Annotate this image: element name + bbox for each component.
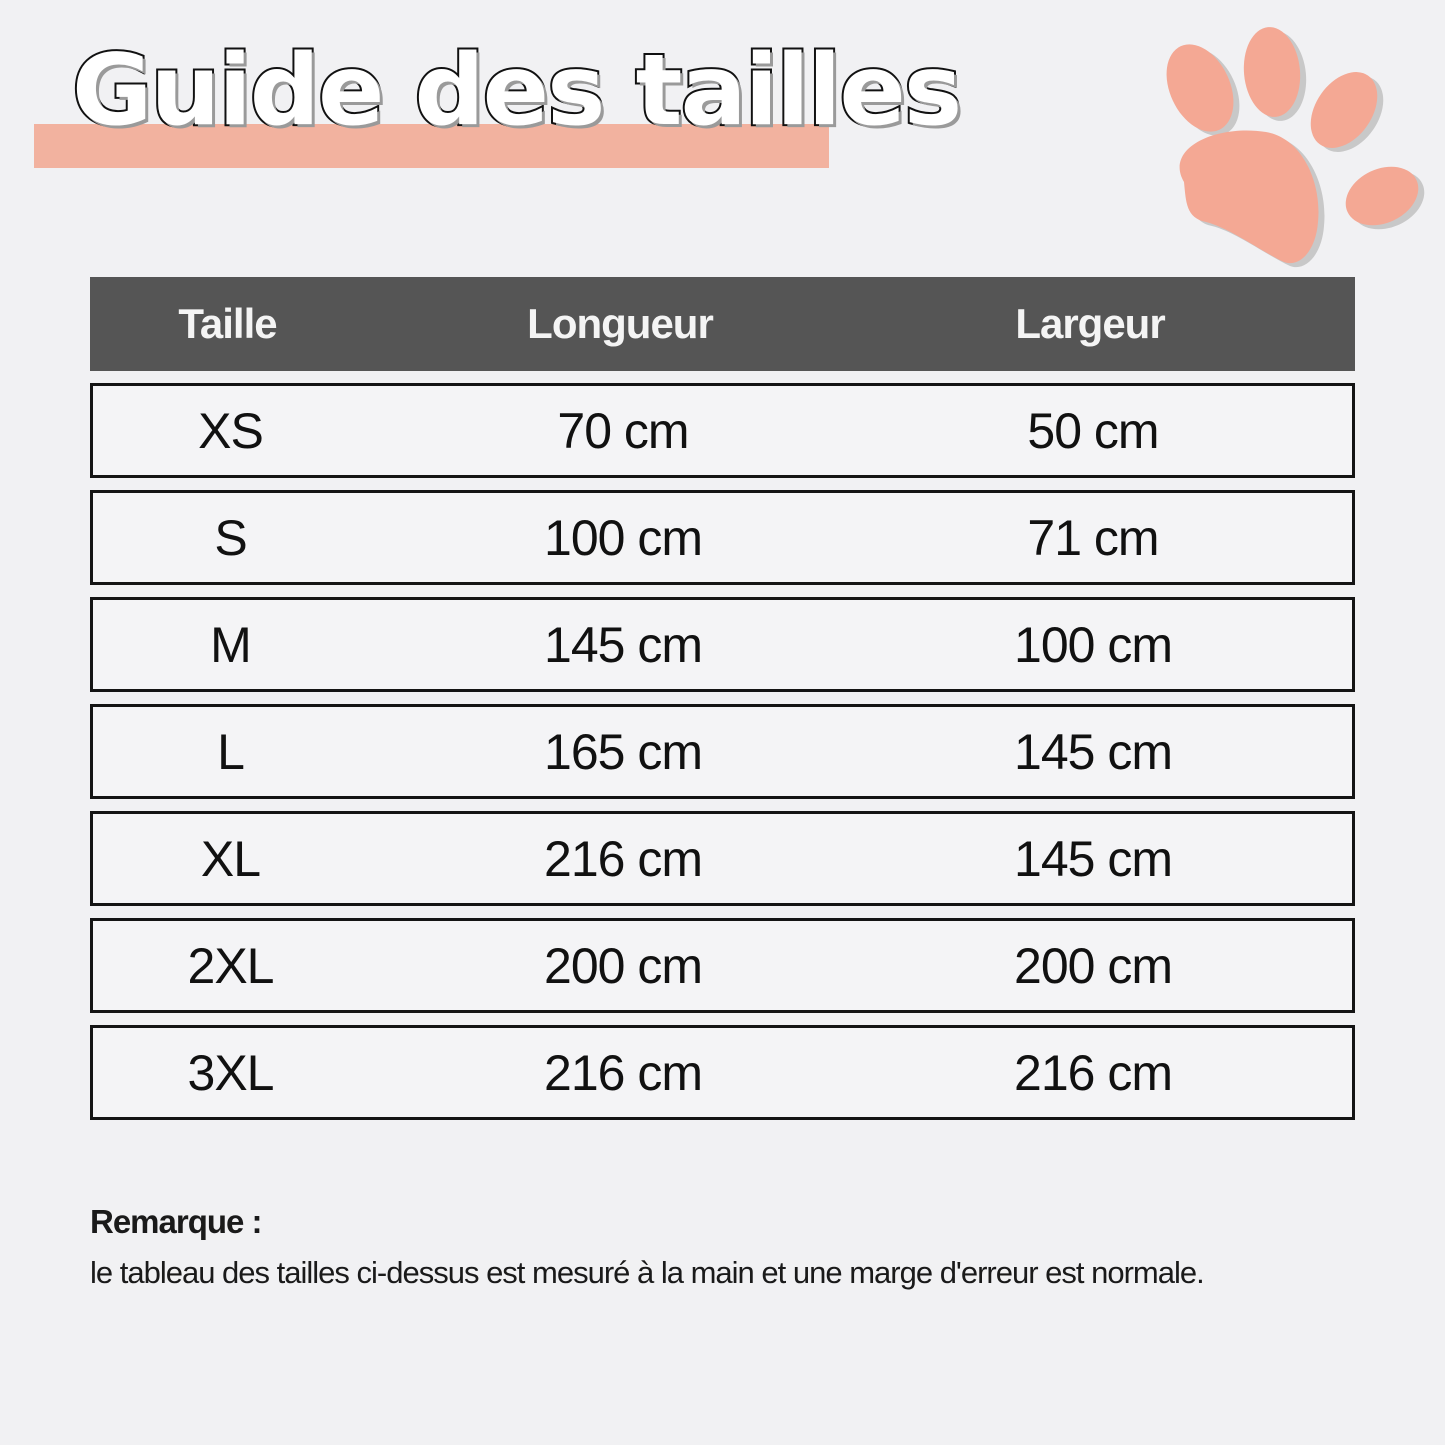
length-cell: 165 cm [544,723,702,780]
size-cell: M [210,616,251,673]
table-row [90,918,1355,1013]
table-header [90,277,1355,371]
size-table [90,277,1355,1120]
length-cell: 145 cm [544,616,702,673]
length-cell: 70 cm [557,402,689,459]
table-row [90,490,1355,585]
page-title: Guide des tailles [72,34,961,148]
width-cell: 200 cm [1014,937,1172,994]
size-cell: S [214,509,247,566]
size-cell: 2XL [187,937,274,994]
width-cell: 71 cm [1027,509,1159,566]
size-cell: L [217,723,244,780]
remark-title: Remarque : [90,1203,262,1240]
remark-section [90,1203,1390,1291]
size-cell: 3XL [187,1044,274,1101]
width-cell: 100 cm [1014,616,1172,673]
table-row [90,1025,1355,1120]
remark-text: le tableau des tailles ci-dessus est mesuré à la main et une marge d'erreur est normale. [90,1255,1204,1290]
length-cell: 100 cm [544,509,702,566]
table-row [90,597,1355,692]
length-cell: 216 cm [544,1044,702,1101]
paw-print-icon [1140,10,1430,280]
header-size: Taille [178,300,277,347]
header-length: Longueur [527,300,713,347]
header-width: Largeur [1015,300,1165,347]
table-row [90,811,1355,906]
table-row [90,383,1355,478]
size-cell: XS [198,402,263,459]
length-cell: 200 cm [544,937,702,994]
size-cell: XL [200,830,261,887]
table-row [90,704,1355,799]
width-cell: 145 cm [1014,723,1172,780]
width-cell: 145 cm [1014,830,1172,887]
width-cell: 216 cm [1014,1044,1172,1101]
length-cell: 216 cm [544,830,702,887]
width-cell: 50 cm [1027,402,1159,459]
